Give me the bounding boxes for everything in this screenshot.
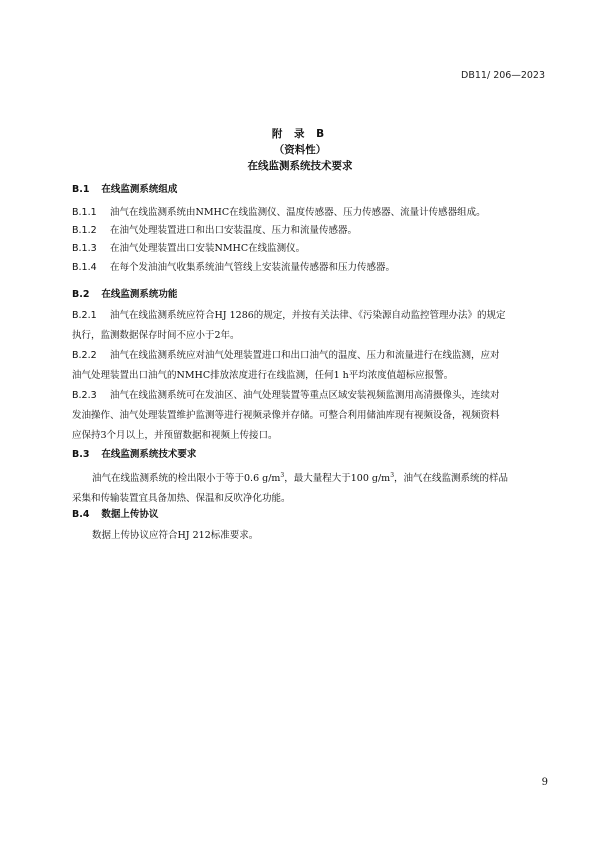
annex-name: 在线监测系统技术要求 — [247, 160, 353, 172]
section-title: 在线监测系统功能 — [101, 289, 178, 300]
paragraph-b3 — [72, 466, 532, 509]
paragraph-text: ，油气在线监测系统的样品 — [394, 473, 509, 485]
clause-text-line: 油气在线监测系统可在发油区、油气处理装置等重点区域安装视频监测用高清摄像头，连续对 — [110, 390, 500, 401]
clause-b22 — [72, 346, 532, 386]
paragraph-b4 — [92, 526, 532, 546]
section-number: B.2 — [72, 289, 90, 300]
clause-b11 — [72, 203, 532, 223]
paragraph-text: 油气在线监测系统的检出限小于等于0.6 g/m — [92, 473, 281, 485]
clause-text-line: 发油操作、油气处理装置维护监测等进行视频录像并存储。可整合利用储油库现有视频设备，视频资料 — [72, 410, 500, 421]
clause-number: B.2.3 — [72, 390, 97, 401]
superscript: 3 — [390, 472, 395, 479]
clause-text: 在每个发油油气收集系统油气管线上安装流量传感器和压力传感器。 — [110, 262, 396, 273]
section-heading-b2 — [72, 286, 177, 300]
annex-title: 附 录 B — [271, 128, 329, 140]
clause-number: B.1.3 — [72, 243, 97, 254]
clause-number: B.2.2 — [72, 350, 97, 361]
clause-text-line: 油气在线监测系统应对油气处理装置进口和出口油气的温度、压力和流量进行在线监测，应对 — [110, 350, 500, 361]
annex-type: （资料性） — [273, 144, 327, 156]
clause-text-line: 应保持3个月以上，并预留数据和视频上传接口。 — [72, 430, 278, 441]
clause-b14 — [72, 258, 532, 278]
section-title: 在线监测系统组成 — [101, 184, 178, 195]
clause-number: B.1.2 — [72, 225, 97, 236]
section-number: B.1 — [72, 184, 90, 195]
annex-heading — [0, 126, 600, 174]
section-heading-b3 — [72, 446, 196, 460]
clause-b23 — [72, 386, 532, 446]
clause-text-line: 油气处理装置出口油气的NMHC排放浓度进行在线监测，任何1 h平均浓度值超标应报警。 — [72, 370, 454, 381]
superscript: 3 — [280, 472, 285, 479]
paragraph-text: 数据上传协议应符合HJ 212标准要求。 — [92, 530, 259, 541]
page-number: 9 — [541, 777, 548, 788]
section-heading-b1 — [72, 181, 177, 195]
clause-text-line: 执行，监测数据保存时间不应小于2年。 — [72, 330, 240, 341]
clause-number: B.1.4 — [72, 262, 97, 273]
clause-b21 — [72, 306, 532, 346]
clause-text: 在油气处理装置进口和出口安装温度、压力和流量传感器。 — [110, 225, 358, 236]
clause-number: B.2.1 — [72, 310, 97, 321]
section-number: B.4 — [72, 509, 90, 520]
standard-code: DB11/ 206—2023 — [461, 70, 545, 81]
clause-b12 — [72, 221, 532, 241]
clause-number: B.1.1 — [72, 207, 97, 218]
clause-b13 — [72, 239, 532, 259]
clause-text: 在油气处理装置出口安装NMHC在线监测仪。 — [110, 243, 306, 254]
section-title: 在线监测系统技术要求 — [101, 449, 197, 460]
section-number: B.3 — [72, 449, 90, 460]
paragraph-text: ，最大量程大于100 g/m — [284, 473, 391, 485]
clause-text: 油气在线监测系统由NMHC在线监测仪、温度传感器、压力传感器、流量计传感器组成。 — [110, 207, 486, 218]
clause-text-line: 油气在线监测系统应符合HJ 1286的规定，并按有关法律、《污染源自动监控管理办法》的规定 — [110, 310, 506, 321]
section-title: 数据上传协议 — [101, 509, 159, 520]
section-heading-b4 — [72, 506, 158, 520]
paragraph-text: 采集和传输装置宜具备加热、保温和反吹净化功能。 — [72, 493, 291, 505]
